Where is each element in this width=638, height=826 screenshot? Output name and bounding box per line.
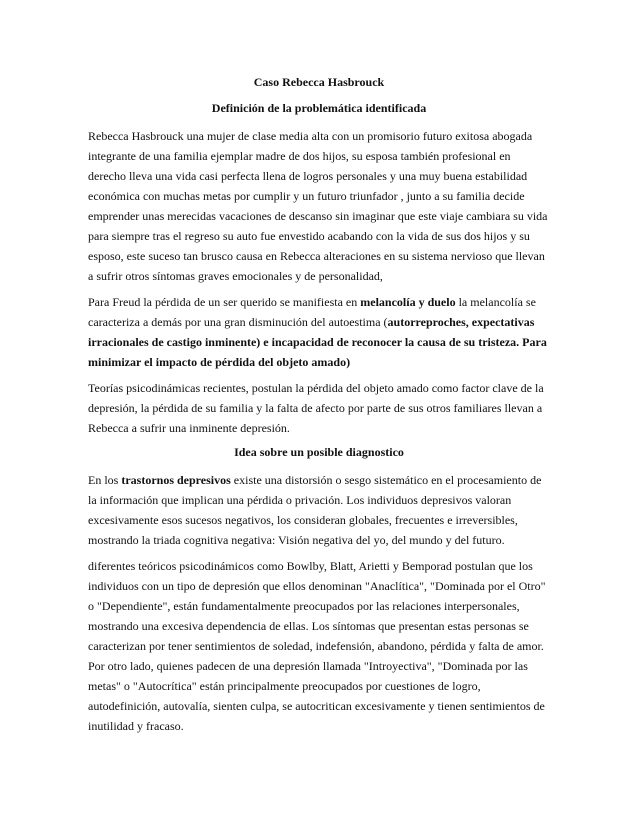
paragraph-freud-bold-melancolia: melancolía y duelo	[360, 295, 456, 309]
paragraph-freud-text-c: la melancolía se caracteriza a demás por una gran disminución del autoestima (	[88, 295, 536, 329]
document-title: Caso Rebecca Hasbrouck	[253, 75, 385, 89]
paragraph-psychodynamic-theories: Teorías psicodinámicas recientes, postulan la pérdida del objeto amado como factor clave de la depresión, la pérdida de su familia y la falta de afecto por parte de sus otros familiares llevan a Rebecca a sufrir una inminente depresión.	[88, 381, 544, 435]
paragraph-case-description: Rebecca Hasbrouck una mujer de clase media alta con un promisorio futuro exitosa abogada integrante de una familia ejemplar madre de dos hijos, su esposa también profesional en derecho lleva una vida casi perfecta llena de logros personales y una muy buena estabilidad económica con muchas metas por cumplir y un futuro triunfador , junto a su familia decide emprender unas merecidas vacaciones de descanso sin imaginar que este viaje cambiara su vida para siempre tras el regreso su auto fue envestido acabando con la vida de sus dos hijos y su esposo, este suceso tan brusco causa en Rebecca alteraciones en su sistema nervioso que llevan a sufrir otros síntomas graves emocionales y de personalidad,	[88, 129, 548, 283]
paragraph-depressive-disorders	[88, 470, 550, 550]
section-heading-problematica: Definición de la problemática identificada	[211, 101, 427, 115]
paragraph-freud-text-a: Para Freud la pérdida de un ser querido se manifiesta en	[88, 295, 361, 309]
paragraph-freud	[88, 292, 550, 372]
section-heading-diagnostico: Idea sobre un posible diagnostico	[234, 445, 404, 459]
paragraph-depressive-bold: trastornos depresivos	[121, 473, 231, 487]
paragraph-freud-bold-autorreproches: autorreproches, expectativas irracionales de castigo inminente) e incapacidad de reconocer la causa de su tristeza. Para minimizar el impacto de pérdida del objeto amado)	[88, 315, 547, 369]
paragraph-theorists: diferentes teóricos psicodinámicos como Bowlby, Blatt, Arietti y Bemporad postulan que los individuos con un tipo de depresión que ellos denominan "Anaclítica", "Dominada por el Otro" o "Dependiente", están fundamentalmente preocupados por las relaciones interpersonales, mostrando una excesiva dependencia de ellas. Los síntomas que presentan estas personas se caracterizan por tener sentimientos de soledad, indefensión, abandono, pérdida y falta de amor. Por otro lado, quienes padecen de una depresión llamada "Introyectiva", "Dominada por las metas" o "Autocrítica" están principalmente preocupados por cuestiones de logro, autodefinición, autovalía, sienten culpa, se autocritican excesivamente y tienen sentimientos de inutilidad y fracaso.	[88, 559, 546, 733]
paragraph-depressive-text-c: existe una distorsión o sesgo sistemático en el procesamiento de la información que implican una pérdida o privación. Los individuos depresivos valoran excesivamente esos sucesos negativos, los consideran globales, frecuentes e irreversibles, mostrando la triada cognitiva negativa: Visión negativa del yo, del mundo y del futuro.	[88, 473, 542, 547]
paragraph-depressive-text-a: En los	[88, 473, 122, 487]
